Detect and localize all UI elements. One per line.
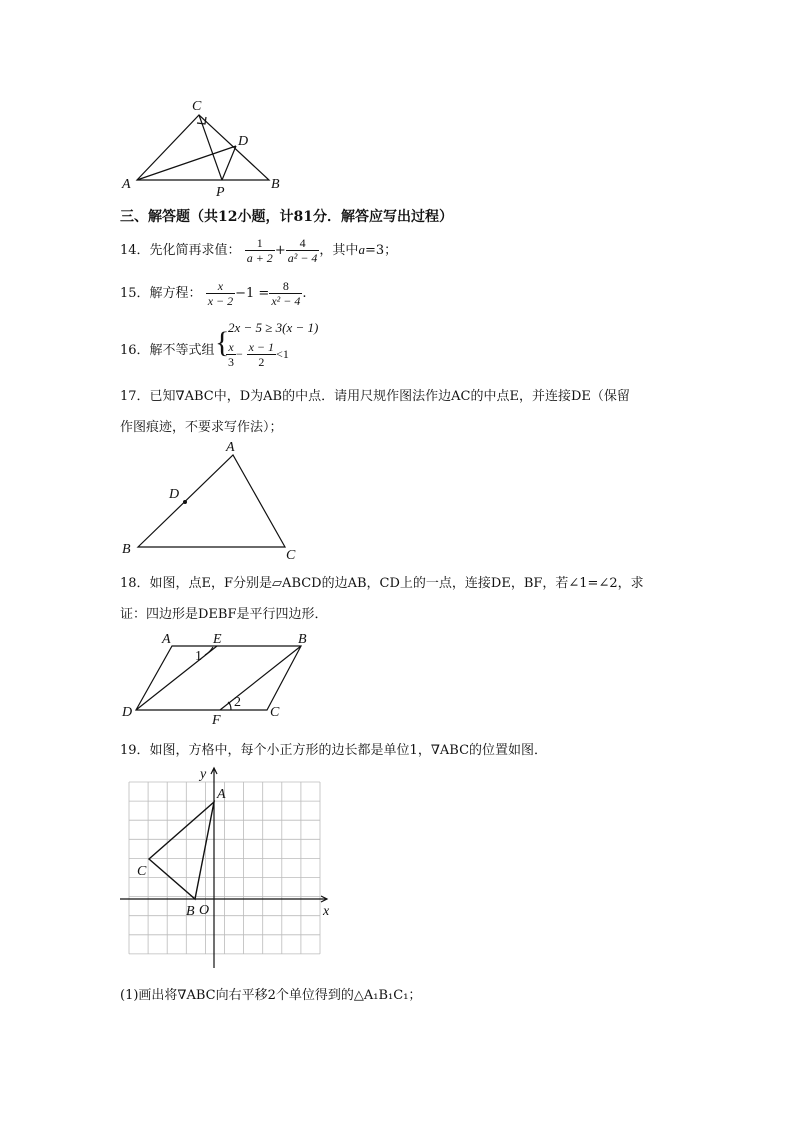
q19-line-1: 19．如图，方格中，每个小正方形的边长都是单位1，∇ABC的位置如图． bbox=[120, 743, 548, 758]
section-title: 三、解答题（共12小题，计81分．解答应写出过程） bbox=[120, 209, 453, 225]
label-a: A bbox=[162, 632, 171, 647]
label-a: A bbox=[122, 177, 131, 192]
q15-number: 15． bbox=[120, 286, 150, 301]
label-d: D bbox=[122, 705, 133, 720]
q15-prompt: 解方程： bbox=[149, 286, 202, 301]
label-a: A bbox=[217, 787, 226, 802]
q16-inequality-1: 2x − 5 ≥ 3(x − 1) bbox=[228, 320, 319, 335]
grid-lines bbox=[129, 782, 320, 954]
q18-line-2: 证：四边形是DEBF是平行四边形． bbox=[120, 607, 328, 622]
q17-line-2: 作图痕迹，不要求写作法）； bbox=[120, 420, 283, 435]
q16-inequality-2: $\frac{x}{3}$ − $\frac{x - 1}{2}$ <1 bbox=[228, 340, 289, 369]
q18-line-1: 18．如图，点E，F分别是▱ABCD的边AB，CD上的一点，连接DE，BF，若∠1=∠2，求 bbox=[120, 576, 644, 591]
label-e: E bbox=[213, 632, 222, 647]
label-c: C bbox=[192, 99, 202, 114]
q14-variable: a bbox=[358, 242, 365, 257]
q16-brace: { bbox=[215, 326, 230, 359]
label-f: F bbox=[212, 713, 221, 728]
q14-fraction-1: $\frac{1}{a + 2}$ bbox=[246, 236, 273, 265]
label-b: B bbox=[122, 542, 131, 557]
q15-fraction-1: $\frac{x}{x - 2}$ bbox=[207, 279, 234, 308]
q15-fraction-2: $\frac{8}{\text{x² − 4}}$ bbox=[271, 279, 301, 308]
q14-plus: + bbox=[274, 243, 286, 258]
q14-prompt: 先化简再求值： bbox=[149, 243, 241, 258]
label-c: C bbox=[286, 548, 296, 563]
q17-line-1: 17．已知∇ABC中，D为AB的中点．请用尺规作图法作边AC的中点E，并连接DE（保留 bbox=[120, 389, 630, 404]
q14-number: 14． bbox=[120, 243, 150, 258]
q14-where: ，其中 bbox=[319, 243, 359, 258]
label-a: A bbox=[226, 440, 235, 455]
label-d: D bbox=[238, 134, 249, 149]
q16-prompt: 解不等式组 bbox=[149, 343, 215, 358]
label-x: x bbox=[323, 904, 330, 919]
label-o: O bbox=[199, 903, 210, 918]
label-angle-1: 1 bbox=[195, 649, 202, 664]
q15-middle: −1 = bbox=[235, 286, 270, 301]
label-p: P bbox=[216, 185, 225, 200]
q16-number: 16． bbox=[120, 343, 150, 358]
q15-period: . bbox=[302, 286, 307, 301]
q14-value: =3； bbox=[364, 243, 398, 258]
q14-fraction-2: $\frac{4}{\text{a² − 4}}$ bbox=[287, 236, 318, 265]
label-y: y bbox=[200, 767, 207, 782]
label-b: B bbox=[271, 177, 280, 192]
label-b: B bbox=[186, 904, 195, 919]
label-angle-2: 2 bbox=[234, 695, 241, 710]
label-c: C bbox=[137, 864, 147, 879]
label-d: D bbox=[169, 487, 180, 502]
label-c: C bbox=[270, 705, 280, 720]
triangle-abc-19 bbox=[149, 802, 214, 899]
q19-sub-1: (1)画出将∇ABC向右平移2个单位得到的△A₁B₁C₁； bbox=[120, 988, 422, 1003]
label-b: B bbox=[298, 632, 307, 647]
